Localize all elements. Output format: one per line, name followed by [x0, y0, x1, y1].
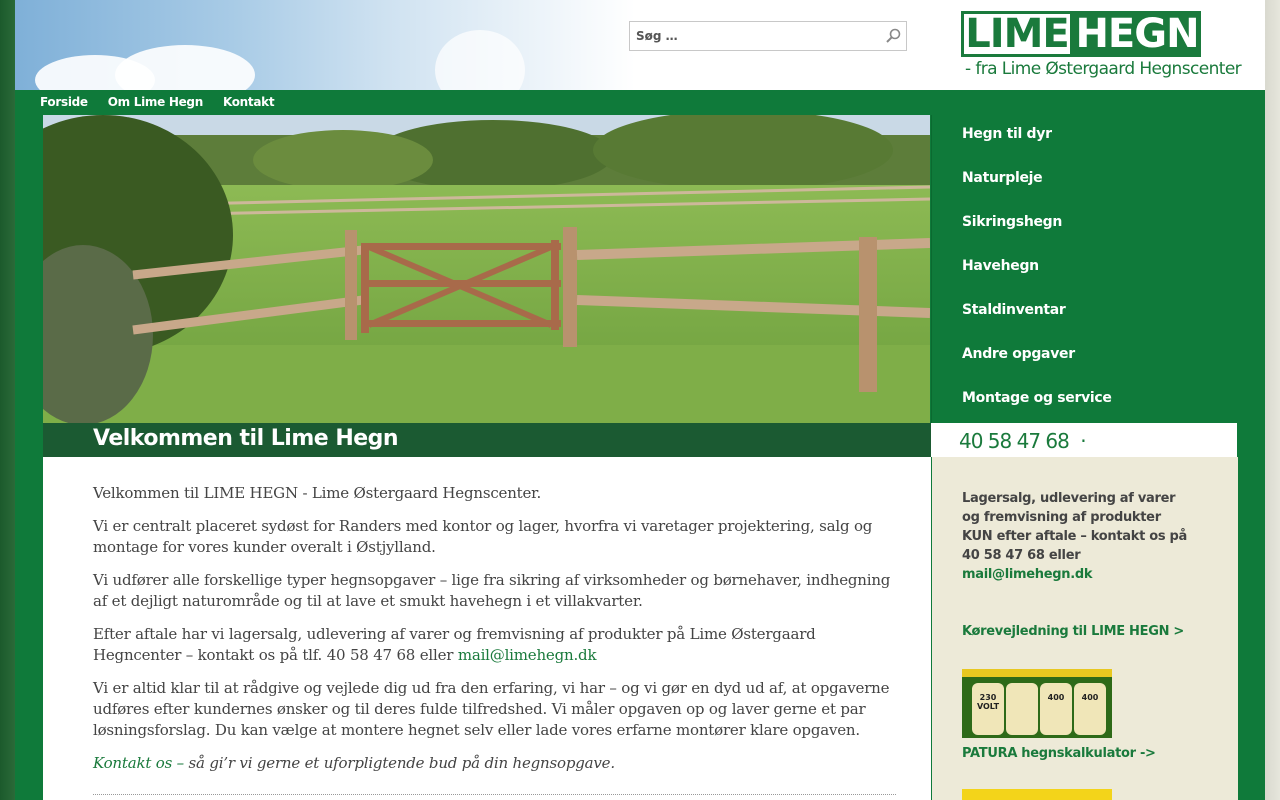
page-title: Velkommen til Lime Hegn — [93, 426, 399, 451]
patura-cell-2 — [1006, 683, 1038, 735]
content-email-link[interactable]: mail@limehegn.dk — [457, 646, 597, 664]
hero-image-fence-gate — [43, 115, 930, 423]
search-icon[interactable] — [880, 22, 906, 50]
logo-subtitle: - fra Lime Østergaard Hegnscenter — [965, 59, 1242, 79]
welcome-bar — [43, 423, 931, 457]
sidenav-item-hegn-til-dyr[interactable]: Hegn til dyr — [962, 126, 1052, 142]
sidebar-email-link[interactable]: mail@limehegn.dk — [962, 567, 1093, 582]
search-input[interactable] — [630, 22, 880, 50]
content-paragraph-5: Vi er altid klar til at rådgive og vejlede dig ud fra den erfaring, vi har – og vi gør en dyd ud af, at opgaverne udføres efter kundernes ønsker og til deres fulde tilfredshed. Vi måler opgaven op og laver gerne et par løsningsforslag. Du kan vælge at montere hegnet selv eller lade vores erfarne montører klare opgaven. — [93, 679, 890, 739]
page-frame — [15, 0, 1265, 800]
contact-strip — [931, 423, 1237, 457]
sidebar-info-line: og fremvisning af produkter — [962, 510, 1161, 525]
sidebar-info — [962, 489, 1218, 584]
contact-us-link[interactable]: Kontakt os – — [93, 754, 184, 772]
contact-strip-separator: · — [1080, 429, 1086, 453]
sidebar-info-line: Lagersalg, udlevering af varer — [962, 491, 1176, 506]
main-content — [43, 457, 931, 800]
sidenav-item-havehegn[interactable]: Havehegn — [962, 258, 1039, 274]
content-paragraph-3: Vi udfører alle forskellige typer hegnsopgaver – lige fra sikring af virksomheder og børnehaver, indhegning af et dejligt naturområde og til at lave et smukt havehegn i et villakvarter. — [93, 571, 891, 610]
content-paragraph-4-text: Efter aftale har vi lagersalg, udlevering af varer og fremvisning af produkter på Lime Østergaard Hegncenter – kontakt os på tlf. 40 58 47 68 eller — [93, 625, 816, 664]
cta-text: så gi’r vi gerne et uforpligtende bud på din hegnsopgave. — [183, 754, 615, 772]
sidenav-item-sikringshegn[interactable]: Sikringshegn — [962, 214, 1063, 230]
driving-directions-link[interactable]: Kørevejledning til LIME HEGN > — [962, 624, 1184, 639]
topnav-item-om-lime-hegn[interactable]: Om Lime Hegn — [107, 95, 203, 109]
patura-cell-4: 400 — [1074, 683, 1106, 735]
sidenav-item-montage-og-service[interactable]: Montage og service — [962, 390, 1112, 406]
patura-calculator-link[interactable]: PATURA hegnskalkulator -> — [962, 746, 1156, 761]
sidebar-info-line: 40 58 47 68 eller — [962, 548, 1081, 563]
topnav-item-forside[interactable]: Forside — [40, 95, 88, 109]
sidebar-info-line: KUN efter aftale – kontakt os på — [962, 529, 1188, 544]
side-navigation — [931, 115, 1241, 423]
logo-part-lime: LIME — [961, 11, 1073, 57]
sidenav-item-naturpleje[interactable]: Naturpleje — [962, 170, 1043, 186]
contact-strip-phone: 40 58 47 68 — [959, 429, 1069, 453]
patura-calculator-image[interactable] — [962, 669, 1112, 738]
topnav-item-kontakt[interactable]: Kontakt — [222, 95, 275, 109]
sidenav-item-andre-opgaver[interactable]: Andre opgaver — [962, 346, 1075, 362]
patura-cell-3: 400 — [1040, 683, 1072, 735]
logo-part-hegn: HEGN — [1073, 11, 1201, 57]
content-paragraph-1: Velkommen til LIME HEGN - Lime Østergaard Hegnscenter. — [93, 484, 542, 502]
content-divider — [93, 794, 896, 795]
content-paragraph-4 — [93, 624, 896, 666]
patura-logo-image[interactable] — [962, 789, 1112, 800]
patura-brand: patura — [1084, 669, 1108, 677]
sidenav-item-staldinventar[interactable]: Staldinventar — [962, 302, 1066, 318]
content-cta — [93, 753, 896, 774]
content-paragraph-2: Vi er centralt placeret sydøst for Randers med kontor og lager, hvorfra vi varetager projektering, salg og montage for vores kunder overalt i Østjylland. — [93, 517, 873, 556]
header — [15, 0, 1265, 90]
search-box — [629, 21, 907, 51]
logo[interactable] — [961, 11, 1242, 83]
header-sky-banner — [15, 0, 635, 90]
patura-cell-1: 230 VOLT — [972, 683, 1004, 735]
top-navigation — [15, 90, 1265, 115]
sidebar — [932, 457, 1238, 800]
